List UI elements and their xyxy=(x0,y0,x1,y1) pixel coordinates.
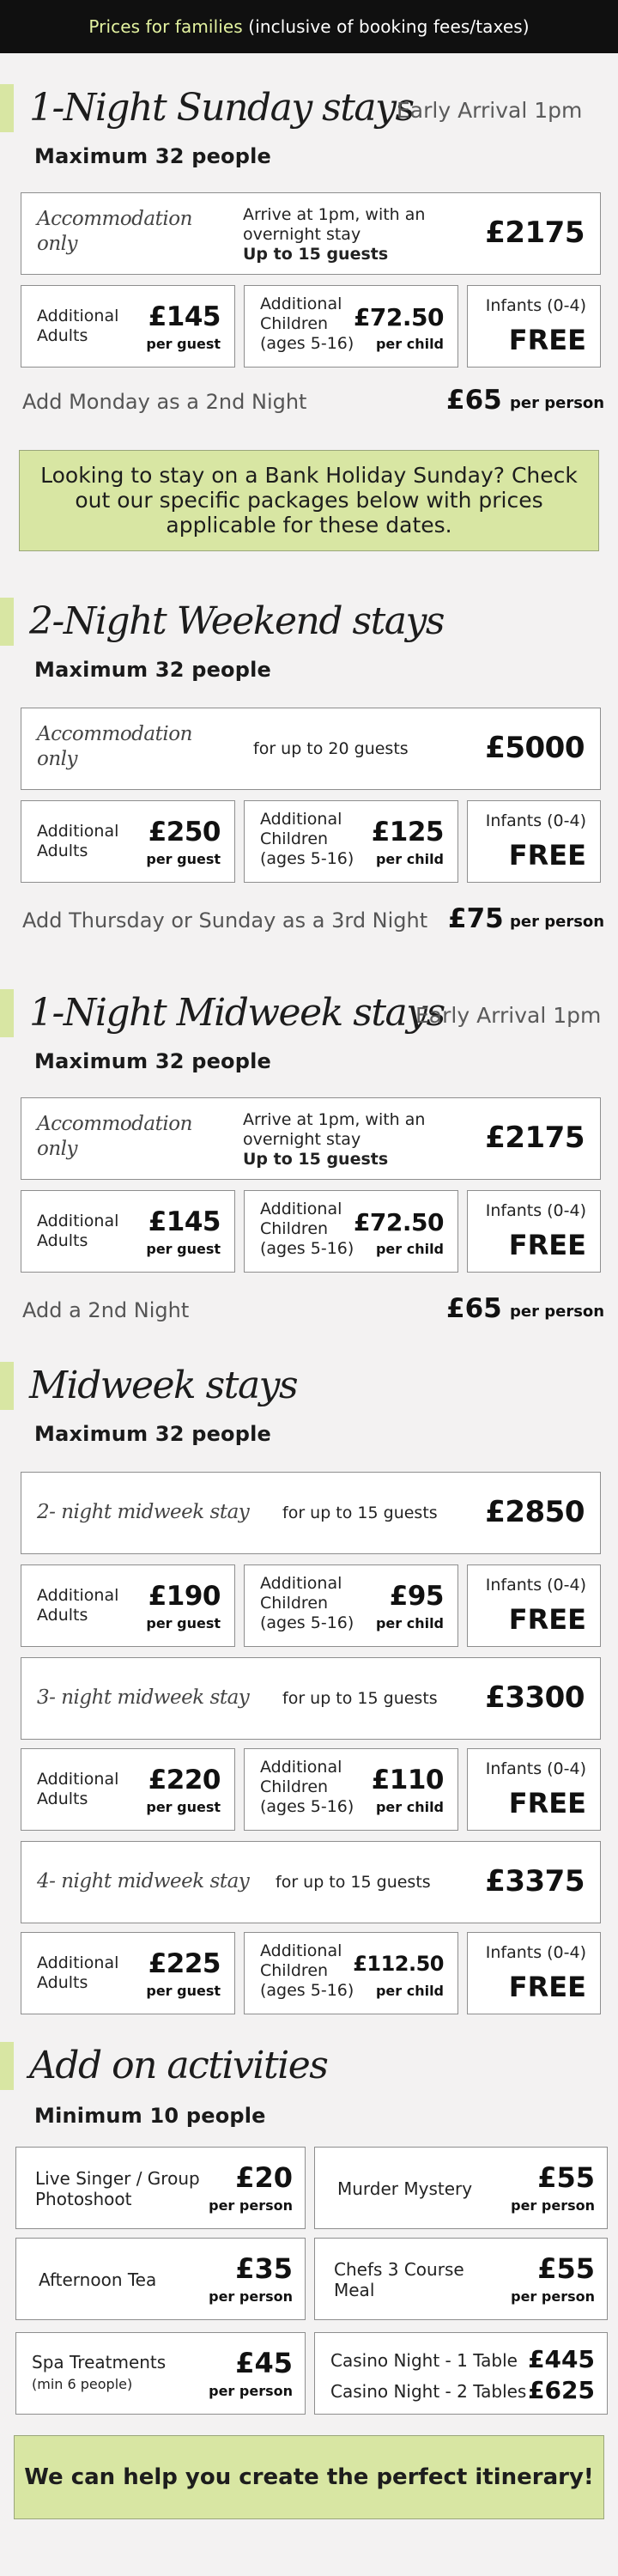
adults-card xyxy=(21,800,235,883)
adults-label: Additional Adults xyxy=(37,1770,119,1808)
section-title: 1-Night Sunday stays xyxy=(29,86,414,130)
package-name: 2- night midweek stay xyxy=(37,1501,250,1523)
accommodation-price: £2175 xyxy=(485,216,585,250)
add-night-per: per person xyxy=(510,1303,605,1321)
package-desc: for up to 15 guests xyxy=(282,1504,438,1522)
adults-card xyxy=(21,1564,235,1647)
adults-price: £145 xyxy=(148,301,221,332)
casino-1-price: £445 xyxy=(528,2345,595,2373)
accommodation-desc: for up to 20 guests xyxy=(253,739,409,758)
add-night-per: per person xyxy=(510,394,605,412)
children-per: per child xyxy=(375,1799,444,1815)
children-card xyxy=(244,1932,458,2014)
children-card xyxy=(244,800,458,883)
infants-label: Infants (0-4) xyxy=(485,296,586,315)
children-price: £95 xyxy=(389,1581,444,1612)
adults-card xyxy=(21,285,235,368)
infants-card xyxy=(467,1748,601,1831)
children-per: per child xyxy=(375,336,444,352)
max-people: Maximum 32 people xyxy=(34,658,272,682)
adults-per: per guest xyxy=(146,1983,221,1999)
adults-price: £190 xyxy=(148,1581,221,1612)
section-accent-bar xyxy=(0,598,14,646)
section-title: 1-Night Midweek stays xyxy=(29,991,445,1035)
infants-card xyxy=(467,1190,601,1273)
section-header-sunday xyxy=(0,84,618,132)
adults-per: per guest xyxy=(146,1241,221,1257)
infants-price: FREE xyxy=(508,1971,586,2003)
children-price: £72.50 xyxy=(353,1208,444,1236)
infants-label: Infants (0-4) xyxy=(485,1943,586,1962)
adults-label: Additional Adults xyxy=(37,1212,119,1250)
accommodation-label: Accommodation only xyxy=(37,208,192,255)
infants-card xyxy=(467,1564,601,1647)
infants-label: Infants (0-4) xyxy=(485,1201,586,1220)
children-label: Additional Children (ages 5-16) xyxy=(260,1574,354,1632)
activity-card-spa xyxy=(15,2332,306,2415)
package-name: 3- night midweek stay xyxy=(37,1686,250,1709)
infants-price: FREE xyxy=(508,324,586,356)
children-label: Additional Children (ages 5-16) xyxy=(260,1941,354,2000)
bank-holiday-note: Looking to stay on a Bank Holiday Sunday? Check out our specific packages below with prices applicable for these dates. xyxy=(19,450,599,551)
accommodation-price: £2175 xyxy=(485,1121,585,1155)
section-title: 2-Night Weekend stays xyxy=(29,599,444,643)
accommodation-price: £5000 xyxy=(485,731,585,765)
package-name: 4- night midweek stay xyxy=(37,1870,250,1893)
add-night-label: Add Thursday or Sunday as a 3rd Night xyxy=(22,908,428,933)
activity-price: £35 xyxy=(235,2252,293,2285)
adults-per: per guest xyxy=(146,336,221,352)
add-night-label: Add a 2nd Night xyxy=(22,1298,190,1322)
adults-per: per guest xyxy=(146,851,221,867)
section-accent-bar xyxy=(0,1362,14,1410)
accommodation-label: Accommodation only xyxy=(37,1113,192,1160)
activity-per: per person xyxy=(209,2197,293,2214)
activity-price: £55 xyxy=(537,2252,595,2285)
package-price: £2850 xyxy=(485,1495,585,1529)
activity-card-chefs-meal xyxy=(314,2238,608,2320)
banner-text: (inclusive of booking fees/taxes) xyxy=(242,16,530,37)
infants-price: FREE xyxy=(508,1787,586,1820)
activity-per: per person xyxy=(511,2288,595,2305)
children-label: Additional Children (ages 5-16) xyxy=(260,810,354,868)
adults-card xyxy=(21,1190,235,1273)
children-per: per child xyxy=(375,851,444,867)
activity-price: £55 xyxy=(537,2161,595,2194)
children-card xyxy=(244,1748,458,1831)
children-per: per child xyxy=(375,1241,444,1257)
adults-price: £145 xyxy=(148,1206,221,1237)
children-per: per child xyxy=(375,1983,444,1999)
casino-2-name: Casino Night - 2 Tables xyxy=(330,2381,527,2402)
adults-card xyxy=(21,1932,235,2014)
banner-highlight: Prices for families xyxy=(88,16,243,37)
children-label: Additional Children (ages 5-16) xyxy=(260,1758,354,1816)
accommodation-card xyxy=(21,708,601,790)
accommodation-label: Accommodation only xyxy=(37,723,192,770)
accommodation-card xyxy=(21,1097,601,1180)
children-label: Additional Children (ages 5-16) xyxy=(260,295,354,353)
adults-price: £225 xyxy=(148,1948,221,1979)
section-title: Midweek stays xyxy=(29,1364,298,1407)
max-people: Maximum 32 people xyxy=(34,1049,272,1073)
children-card xyxy=(244,1564,458,1647)
add-night-price: £75 xyxy=(448,903,504,934)
infants-card xyxy=(467,800,601,883)
adults-price: £250 xyxy=(148,817,221,848)
children-price: £72.50 xyxy=(353,303,444,331)
children-price: £125 xyxy=(371,817,444,848)
infants-label: Infants (0-4) xyxy=(485,1576,586,1595)
infants-label: Infants (0-4) xyxy=(485,811,586,830)
section-accent-bar xyxy=(0,2042,14,2090)
adults-per: per guest xyxy=(146,1615,221,1631)
section-subtitle: Early Arrival 1pm xyxy=(397,98,583,123)
casino-1-name: Casino Night - 1 Table xyxy=(330,2350,518,2371)
activity-per: per person xyxy=(209,2383,293,2399)
infants-label: Infants (0-4) xyxy=(485,1759,586,1778)
activity-note: (min 6 people) xyxy=(32,2376,133,2392)
activity-name: Spa Treatments (min 6 people) xyxy=(32,2352,167,2392)
section-header-activities xyxy=(0,2042,618,2090)
package-desc: for up to 15 guests xyxy=(282,1689,438,1708)
adults-label: Additional Adults xyxy=(37,822,119,860)
add-night-per: per person xyxy=(510,913,605,931)
midweek-package-card xyxy=(21,1841,601,1923)
accommodation-desc: Arrive at 1pm, with an overnight stay Up to 15 guests xyxy=(243,205,426,264)
activity-name: Murder Mystery xyxy=(337,2178,473,2199)
accommodation-card xyxy=(21,192,601,275)
section-accent-bar xyxy=(0,989,14,1037)
section-subtitle: Early Arrival 1pm xyxy=(415,1003,602,1028)
activity-per: per person xyxy=(511,2197,595,2214)
infants-price: FREE xyxy=(508,839,586,872)
casino-2-price: £625 xyxy=(528,2376,595,2404)
section-accent-bar xyxy=(0,84,14,132)
section-header-midweek-1night xyxy=(0,989,618,1037)
activity-card-casino xyxy=(314,2332,608,2415)
package-desc: for up to 15 guests xyxy=(276,1873,431,1892)
add-night-label: Add Monday as a 2nd Night xyxy=(22,390,307,414)
min-people: Minimum 10 people xyxy=(34,2104,266,2128)
children-price: £110 xyxy=(371,1765,444,1795)
max-people: Maximum 32 people xyxy=(34,144,272,168)
adults-label: Additional Adults xyxy=(37,1953,119,1992)
pricing-banner xyxy=(0,0,618,53)
children-label: Additional Children (ages 5-16) xyxy=(260,1200,354,1258)
max-people: Maximum 32 people xyxy=(34,1422,272,1446)
itinerary-cta: We can help you create the perfect itinerary! xyxy=(14,2435,604,2519)
children-price: £112.50 xyxy=(353,1952,444,1976)
package-price: £3300 xyxy=(485,1680,585,1715)
children-per: per child xyxy=(375,1615,444,1631)
infants-card xyxy=(467,285,601,368)
section-title: Add on activities xyxy=(29,2044,328,2087)
adults-label: Additional Adults xyxy=(37,307,119,345)
adults-label: Additional Adults xyxy=(37,1586,119,1625)
activity-price: £45 xyxy=(235,2347,293,2379)
activity-name: Live Singer / Group Photoshoot xyxy=(35,2168,200,2209)
adults-per: per guest xyxy=(146,1799,221,1815)
activity-price: £20 xyxy=(235,2161,293,2194)
children-card xyxy=(244,285,458,368)
children-card xyxy=(244,1190,458,1273)
infants-price: FREE xyxy=(508,1603,586,1636)
section-header-weekend xyxy=(0,598,618,646)
adults-price: £220 xyxy=(148,1765,221,1795)
add-night-price: £65 xyxy=(446,385,502,416)
activity-name: Chefs 3 Course Meal xyxy=(334,2259,464,2300)
section-header-midweek xyxy=(0,1362,618,1410)
activity-name: Afternoon Tea xyxy=(39,2269,157,2290)
accommodation-desc: Arrive at 1pm, with an overnight stay Up to 15 guests xyxy=(243,1110,426,1169)
adults-card xyxy=(21,1748,235,1831)
midweek-package-card xyxy=(21,1472,601,1554)
activity-card-murder-mystery xyxy=(314,2147,608,2229)
infants-price: FREE xyxy=(508,1229,586,1261)
midweek-package-card xyxy=(21,1657,601,1740)
add-night-price: £65 xyxy=(446,1293,502,1324)
package-price: £3375 xyxy=(485,1864,585,1899)
activity-card-afternoon-tea xyxy=(15,2238,306,2320)
activity-per: per person xyxy=(209,2288,293,2305)
infants-card xyxy=(467,1932,601,2014)
activity-card-singer xyxy=(15,2147,306,2229)
